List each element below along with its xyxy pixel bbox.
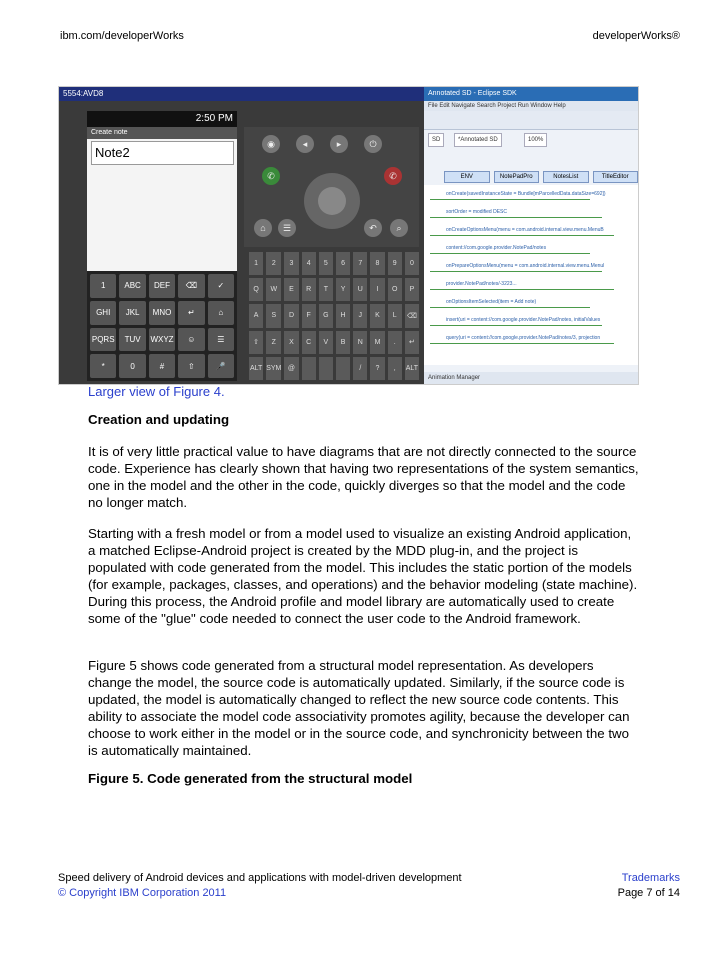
keypad-key: # bbox=[149, 354, 175, 378]
message-label: sortOrder = modified DESC bbox=[446, 209, 507, 215]
qwerty-key: . bbox=[388, 331, 402, 354]
back-icon: ↶ bbox=[364, 219, 382, 237]
menu-icon: ☰ bbox=[278, 219, 296, 237]
qwerty-key: Y bbox=[336, 278, 350, 301]
footer-title: Speed delivery of Android devices and applications with model-driven development bbox=[58, 872, 462, 884]
qwerty-key: W bbox=[266, 278, 281, 301]
note-input: Note2 bbox=[91, 141, 234, 165]
sequence-diagram bbox=[424, 185, 638, 365]
qwerty-key: U bbox=[353, 278, 367, 301]
figure-4-screenshot bbox=[58, 86, 639, 385]
eclipse-tabs bbox=[424, 133, 638, 145]
keypad-key: ☰ bbox=[208, 328, 234, 352]
qwerty-key: K bbox=[370, 304, 384, 327]
keypad-key: * bbox=[90, 354, 116, 378]
paragraph-3: Figure 5 shows code generated from a structural model representation. As developers change the model, the source code is automatically updated. Similarly, if the source code is updated, the model is automatically changed to reflect the new source code contents. This ability to associate the model code associativity promotes agility, because the developer can choose to work either in the model or in the source code, and synchronicity between the two is automatically maintained. bbox=[88, 658, 630, 758]
qwerty-key: Q bbox=[249, 278, 263, 301]
qwerty-key: ↵ bbox=[405, 331, 419, 354]
qwerty-key: R bbox=[302, 278, 316, 301]
qwerty-key: 7 bbox=[353, 252, 367, 275]
status-bar-time: 2:50 PM bbox=[87, 111, 237, 127]
lifeline-header: TitleEditor bbox=[593, 171, 639, 183]
page-number: Page 7 of 14 bbox=[617, 887, 680, 899]
footer-copyright[interactable]: © Copyright IBM Corporation 2011 bbox=[58, 887, 227, 899]
eclipse-toolbar bbox=[424, 111, 638, 130]
search-icon: ⌕ bbox=[390, 219, 408, 237]
message-label: content://com.google.provider.NotePad/notes bbox=[446, 245, 547, 251]
qwerty-key: M bbox=[370, 331, 384, 354]
qwerty-key: ⇧ bbox=[249, 331, 263, 354]
eclipse-menu: File Edit Navigate Search Project Run Window Help bbox=[424, 101, 638, 111]
emulator-screen bbox=[87, 111, 237, 271]
power-icon: ⏻ bbox=[364, 135, 382, 153]
screen-title: Create note bbox=[87, 127, 237, 139]
keypad-key: ⌂ bbox=[208, 301, 234, 325]
qwerty-key: X bbox=[284, 331, 298, 354]
keypad-key: DEF bbox=[149, 274, 175, 298]
larger-view-link[interactable]: Larger view of Figure 4. bbox=[88, 384, 225, 399]
qwerty-key: , bbox=[388, 357, 402, 380]
keypad-key: WXYZ bbox=[149, 328, 175, 352]
keypad-key: ✓ bbox=[208, 274, 234, 298]
qwerty-key: 2 bbox=[266, 252, 281, 275]
eclipse-status: Animation Manager bbox=[424, 372, 638, 384]
trademarks-link[interactable]: Trademarks bbox=[621, 872, 680, 884]
qwerty-key: N bbox=[353, 331, 367, 354]
qwerty-key: ⌫ bbox=[405, 304, 419, 327]
tab-annotated-sd: *Annotated SD bbox=[454, 133, 502, 147]
message-arrow bbox=[430, 325, 602, 326]
lifeline-header: NotesList bbox=[543, 171, 589, 183]
dpad-center bbox=[318, 187, 346, 215]
call-icon: ✆ bbox=[262, 167, 280, 185]
message-label: provider.NotePad/notes/-3223... bbox=[446, 281, 517, 287]
qwerty-key: 1 bbox=[249, 252, 263, 275]
qwerty-key: 9 bbox=[388, 252, 402, 275]
lifeline-header: NotePadPro bbox=[494, 171, 540, 183]
qwerty-key: ALT bbox=[405, 357, 419, 380]
camera-icon: ◉ bbox=[262, 135, 280, 153]
message-arrow bbox=[430, 217, 602, 218]
qwerty-key bbox=[319, 357, 333, 380]
qwerty-key: / bbox=[353, 357, 367, 380]
message-arrow bbox=[430, 307, 590, 308]
paragraph-2: Starting with a fresh model or from a model used to visualize an existing Android application, a matched Eclipse-Android project is created by the MDD plug-in, and the project is populated with code generated from the model. This includes the static portion of the models (for example, packages, classes, and operations) and the behavior modeling (state machine). During this process, the Android profile and model library are automatically used to create some of the "glue" code needed to connect the user code to the Android framework. bbox=[88, 526, 638, 626]
emulator-title: 5554:AVD8 bbox=[59, 87, 424, 101]
figure-5-caption: Figure 5. Code generated from the structural model bbox=[88, 771, 413, 786]
message-label: onPrepareOptionsMenu(menu = com.android.internal.view.menu.Menul bbox=[446, 263, 605, 269]
lifeline-headers bbox=[444, 171, 638, 183]
message-label: query(uri = content://com.google.provider.NotePad/notes/3, projection bbox=[446, 335, 601, 341]
qwerty-key: G bbox=[319, 304, 333, 327]
message-label: insert(uri = content://com.google.provider.NotePad/notes, initialValues bbox=[446, 317, 601, 323]
android-emulator bbox=[59, 87, 424, 384]
keypad-key: ↵ bbox=[178, 301, 204, 325]
qwerty-key: I bbox=[370, 278, 384, 301]
qwerty-key: J bbox=[353, 304, 367, 327]
tab-sd: SD bbox=[428, 133, 444, 147]
phone-keypad bbox=[87, 271, 237, 381]
message-arrow bbox=[430, 271, 602, 272]
qwerty-key: SYM bbox=[266, 357, 281, 380]
qwerty-key: 0 bbox=[405, 252, 419, 275]
message-arrow bbox=[430, 199, 590, 200]
home-icon: ⌂ bbox=[254, 219, 272, 237]
keypad-key: 🎤 bbox=[208, 354, 234, 378]
keypad-key: 0 bbox=[119, 354, 145, 378]
qwerty-key: @ bbox=[284, 357, 298, 380]
message-label: onCreate(savedInstanceState = Bundle[mParcelledData.dataSize=692]) bbox=[446, 191, 606, 197]
qwerty-key: O bbox=[388, 278, 402, 301]
qwerty-key: 4 bbox=[302, 252, 316, 275]
zoom-level: 100% bbox=[524, 133, 547, 147]
keypad-key: PQRS bbox=[90, 328, 116, 352]
qwerty-key: T bbox=[319, 278, 333, 301]
qwerty-key: 6 bbox=[336, 252, 350, 275]
section-heading: Creation and updating bbox=[88, 412, 230, 427]
paragraph-1: It is of very little practical value to have diagrams that are not directly connected to the source code. Experience has clearly shown that having two representations of the system semantics, one in the model and the other in the code, quickly diverges so that the model and the code no longer match. bbox=[88, 444, 639, 510]
eclipse-window bbox=[424, 87, 638, 384]
qwerty-key: ALT bbox=[249, 357, 263, 380]
message-label: onOptionsItemSelected(item = Add note) bbox=[446, 299, 537, 305]
qwerty-keyboard bbox=[249, 252, 419, 380]
qwerty-key bbox=[302, 357, 316, 380]
qwerty-key: Z bbox=[266, 331, 281, 354]
message-arrow bbox=[430, 253, 590, 254]
qwerty-key: L bbox=[388, 304, 402, 327]
keypad-key: JKL bbox=[119, 301, 145, 325]
keypad-key: ⌫ bbox=[178, 274, 204, 298]
message-arrow bbox=[430, 343, 614, 344]
qwerty-key: S bbox=[266, 304, 281, 327]
qwerty-key: H bbox=[336, 304, 350, 327]
message-arrow bbox=[430, 289, 614, 290]
qwerty-key: A bbox=[249, 304, 263, 327]
message-label: onCreateOptionsMenu(menu = com.android.internal.view.menu.MenuB bbox=[446, 227, 604, 233]
qwerty-key: 8 bbox=[370, 252, 384, 275]
eclipse-title: Annotated SD - Eclipse SDK bbox=[424, 87, 638, 101]
emulator-controls bbox=[244, 127, 419, 247]
end-call-icon: ✆ bbox=[384, 167, 402, 185]
qwerty-key: E bbox=[284, 278, 298, 301]
qwerty-key: ? bbox=[370, 357, 384, 380]
keypad-key: GHI bbox=[90, 301, 116, 325]
qwerty-key: D bbox=[284, 304, 298, 327]
message-arrow bbox=[430, 235, 614, 236]
header-site: ibm.com/developerWorks bbox=[60, 30, 184, 42]
qwerty-key: B bbox=[336, 331, 350, 354]
keypad-key: TUV bbox=[119, 328, 145, 352]
header-brand: developerWorks® bbox=[592, 30, 680, 42]
keypad-key: MNO bbox=[149, 301, 175, 325]
qwerty-key bbox=[336, 357, 350, 380]
qwerty-key: C bbox=[302, 331, 316, 354]
qwerty-key: 3 bbox=[284, 252, 298, 275]
qwerty-key: 5 bbox=[319, 252, 333, 275]
qwerty-key: V bbox=[319, 331, 333, 354]
keypad-key: 1 bbox=[90, 274, 116, 298]
qwerty-key: F bbox=[302, 304, 316, 327]
keypad-key: ⇧ bbox=[178, 354, 204, 378]
volume-up-icon: ▸ bbox=[330, 135, 348, 153]
volume-down-icon: ◂ bbox=[296, 135, 314, 153]
lifeline-header: ENV bbox=[444, 171, 490, 183]
keypad-key: ABC bbox=[119, 274, 145, 298]
keypad-key: ☺ bbox=[178, 328, 204, 352]
qwerty-key: P bbox=[405, 278, 419, 301]
